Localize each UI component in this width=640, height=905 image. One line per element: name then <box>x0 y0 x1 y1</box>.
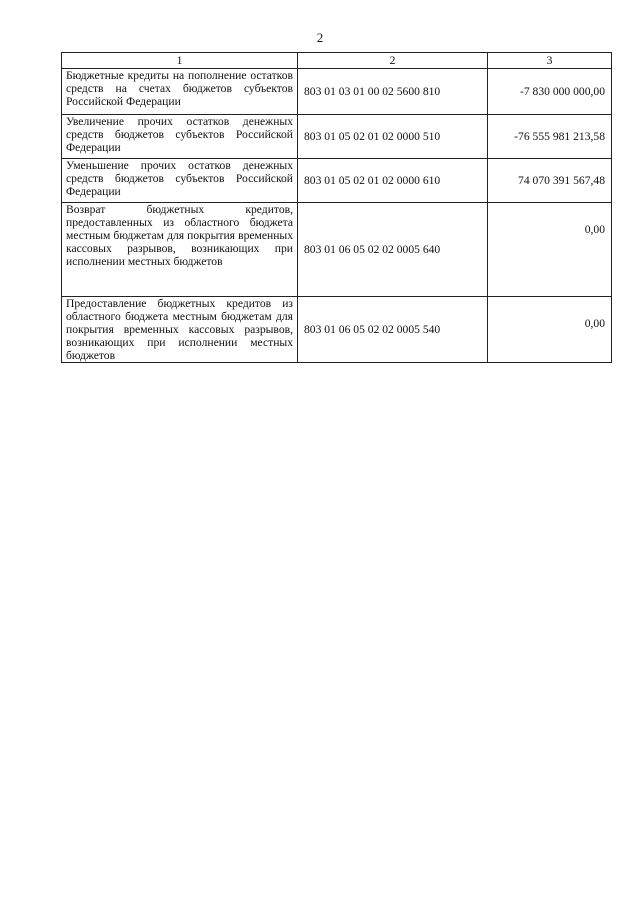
table-row <box>62 297 612 363</box>
row-code: 803 01 05 02 01 02 0000 610 <box>298 159 488 203</box>
row-name: Возврат бюджетных кредитов, предоставленных из областного бюджета местным бюджетам для покрытия временных кассовых разрывов, возникающих при исполнении местных бюджетов <box>62 203 298 297</box>
row-code: 803 01 05 02 01 02 0000 510 <box>298 115 488 159</box>
row-amount: -76 555 981 213,58 <box>488 115 612 159</box>
row-name: Бюджетные кредиты на пополнение остатков средств на счетах бюджетов субъектов Российской Федерации <box>62 69 298 115</box>
column-header-2: 2 <box>298 53 488 69</box>
page-number: 2 <box>316 30 324 45</box>
row-name: Увеличение прочих остатков денежных средств бюджетов субъектов Российской Федерации <box>62 115 298 159</box>
column-header-1: 1 <box>62 53 298 69</box>
row-name: Предоставление бюджетных кредитов из областного бюджета местным бюджетам для покрытия временных кассовых разрывов, возникающих при исполнении местных бюджетов <box>62 297 298 363</box>
row-amount: 0,00 <box>488 297 612 363</box>
row-code: 803 01 03 01 00 02 5600 810 <box>298 69 488 115</box>
row-amount: 74 070 391 567,48 <box>488 159 612 203</box>
row-amount: 0,00 <box>488 203 612 297</box>
row-code: 803 01 06 05 02 02 0005 540 <box>298 297 488 363</box>
row-amount: -7 830 000 000,00 <box>488 69 612 115</box>
column-header-3: 3 <box>488 53 612 69</box>
budget-sources-table <box>61 52 612 363</box>
table-row <box>62 159 612 203</box>
row-name: Уменьшение прочих остатков денежных средств бюджетов субъектов Российской Федерации <box>62 159 298 203</box>
table-row <box>62 115 612 159</box>
row-code: 803 01 06 05 02 02 0005 640 <box>298 203 488 297</box>
table-row <box>62 69 612 115</box>
table-header-row <box>62 53 612 69</box>
table-row <box>62 203 612 297</box>
